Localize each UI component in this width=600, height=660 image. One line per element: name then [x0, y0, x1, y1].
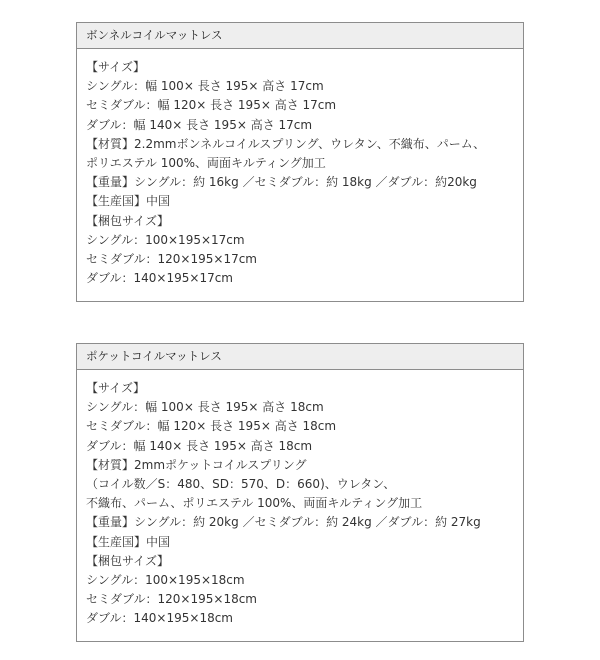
spec-line-package-semi-double: セミダブル：120×195×17cm [86, 251, 257, 266]
spec-box-title: ポケットコイルマットレス [77, 344, 523, 370]
spec-line-package-heading: 【梱包サイズ】 [86, 553, 170, 568]
spec-line-origin: 【生産国】中国 [86, 194, 171, 209]
spec-line-weight: 【重量】シングル：約 20kg ／セミダブル：約 24kg ／ダブル：約 27kg [86, 515, 481, 530]
spec-line-material: 【材質】2.2mmボンネルコイルスプリング、ウレタン、不織布、パーム、 [86, 136, 486, 151]
spec-line-package-heading: 【梱包サイズ】 [86, 213, 170, 228]
spec-line-size-semi-double: セミダブル：幅 120× 長さ 195× 高さ 17cm [86, 98, 337, 113]
bonnell-coil-spec-box [76, 22, 524, 302]
spec-box-body [77, 49, 523, 288]
spec-line-package-single: シングル：100×195×18cm [86, 572, 245, 587]
spec-line-size-single: シングル：幅 100× 長さ 195× 高さ 18cm [86, 400, 324, 415]
spec-line-package-double: ダブル：140×195×18cm [86, 611, 233, 626]
spec-box-body [77, 370, 523, 628]
spec-line-package-double: ダブル：140×195×17cm [86, 271, 233, 286]
spec-line-weight: 【重量】シングル：約 16kg ／セミダブル：約 18kg ／ダブル：約20kg [86, 175, 477, 190]
spec-line-material-cont: 不織布、パーム、ポリエステル 100%、両面キルティング加工 [86, 496, 423, 511]
spec-line-size-single: シングル：幅 100× 長さ 195× 高さ 17cm [86, 79, 324, 94]
spec-line-size-heading: 【サイズ】 [86, 381, 146, 395]
spec-line-size-semi-double: セミダブル：幅 120× 長さ 195× 高さ 18cm [86, 419, 337, 434]
spec-line-material: 【材質】2mmポケットコイルスプリング [86, 457, 307, 472]
spec-line-material-cont: ポリエステル 100%、両面キルティング加工 [86, 155, 326, 170]
spec-box-title: ボンネルコイルマットレス [77, 23, 523, 49]
spec-line-package-semi-double: セミダブル：120×195×18cm [86, 592, 257, 607]
spec-line-size-heading: 【サイズ】 [86, 60, 146, 74]
spec-line-origin: 【生産国】中国 [86, 534, 171, 549]
spec-line-material-coil-count: （コイル数／S：480、SD：570、D：660)、ウレタン、 [86, 476, 396, 491]
spec-line-size-double: ダブル：幅 140× 長さ 195× 高さ 17cm [86, 117, 313, 132]
spec-line-size-double: ダブル：幅 140× 長さ 195× 高さ 18cm [86, 438, 313, 453]
spec-line-package-single: シングル：100×195×17cm [86, 232, 245, 247]
pocket-coil-spec-box [76, 343, 524, 642]
